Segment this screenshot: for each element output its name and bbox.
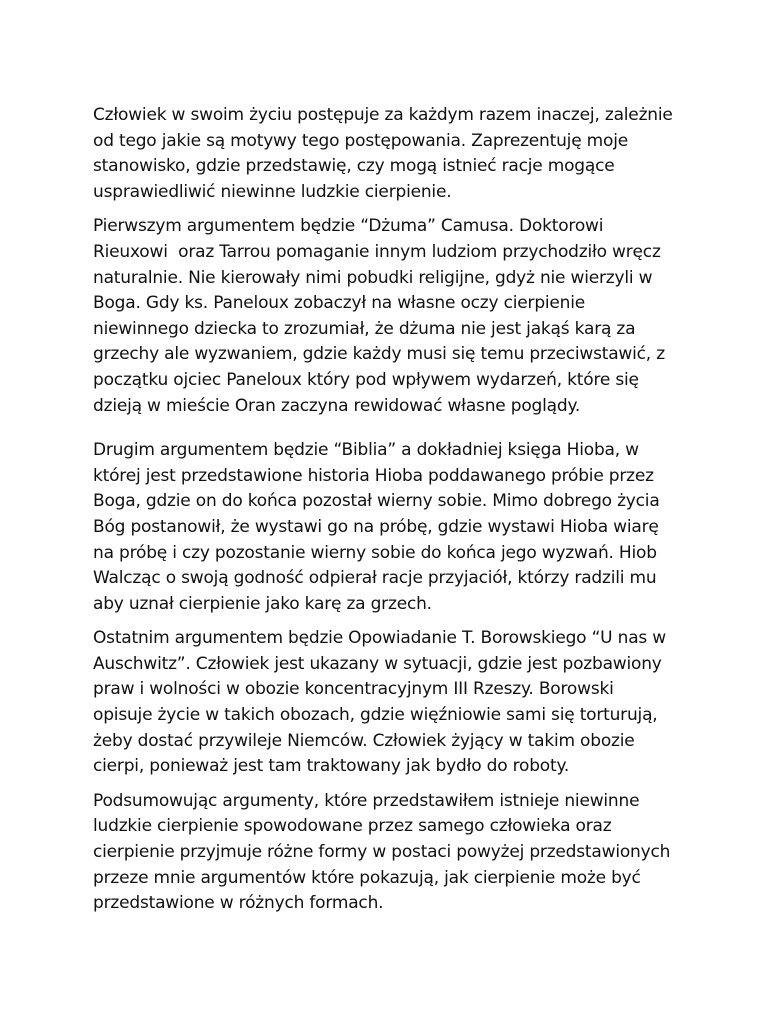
text-line: Człowiek w swoim życiu postępuje za każdym razem inaczej, zależnie bbox=[93, 105, 673, 125]
paragraph-argument-1 bbox=[93, 214, 685, 419]
text-line: Walcząc o swoją godność odpierał racje przyjaciół, którzy radzili mu bbox=[93, 568, 657, 589]
text-line: Boga. Gdy ks. Paneloux zobaczył na własne oczy cierpienie bbox=[93, 293, 586, 314]
text-line: żeby dostać przywileje Niemców. Człowiek żyjący w takim obozie bbox=[93, 730, 635, 751]
paragraph-argument-2 bbox=[93, 438, 685, 617]
text-line: stanowisko, gdzie przedstawię, czy mogą istnieć racje mogące bbox=[93, 156, 615, 177]
paragraph-conclusion bbox=[93, 789, 685, 917]
text-line: aby uznał cierpienie jako karę za grzech. bbox=[93, 593, 432, 614]
text-line: Auschwitz”. Człowiek jest ukazany w sytuacji, gdzie jest pozbawiony bbox=[93, 653, 662, 674]
text-line: przedstawione w różnych formach. bbox=[93, 893, 384, 914]
text-line: dzieją w mieście Oran zaczyna rewidować własne poglądy. bbox=[93, 395, 581, 416]
text-line: na próbę i czy pozostanie wierny sobie do końca jego wyzwań. Hiob bbox=[93, 542, 657, 563]
text-line: Ostatnim argumentem będzie Opowiadanie T. Borowskiego “U nas w bbox=[93, 628, 666, 649]
document-body bbox=[93, 103, 685, 926]
text-line: niewinnego dziecka to zrozumiał, że dżuma nie jest jakąś karą za bbox=[93, 318, 636, 339]
text-line: praw i wolności w obozie koncentracyjnym III Rzeszy. Borowski bbox=[93, 679, 614, 700]
paragraph-argument-3 bbox=[93, 626, 685, 780]
text-line: grzechy ale wyzwaniem, gdzie każdy musi się temu przeciwstawić, z bbox=[93, 344, 665, 365]
paragraph-introduction bbox=[93, 103, 685, 205]
text-line: Bóg postanowił, że wystawi go na próbę, gdzie wystawi Hioba wiarę bbox=[93, 516, 659, 537]
text-line: ludzkie cierpienie spowodowane przez samego człowieka oraz bbox=[93, 816, 612, 837]
text-line: od tego jakie są motywy tego postępowania. Zaprezentuję moje bbox=[93, 130, 629, 151]
text-line: usprawiedliwić niewinne ludzkie cierpienie. bbox=[93, 181, 452, 202]
text-line: Podsumowując argumenty, które przedstawiłem istnieje niewinne bbox=[93, 790, 640, 811]
text-line: Rieuxowi oraz Tarrou pomaganie innym ludziom przychodziło wręcz bbox=[93, 241, 661, 262]
text-line: naturalnie. Nie kierowały nimi pobudki religijne, gdyż nie wierzyli w bbox=[93, 267, 653, 288]
text-line: początku ojciec Paneloux który pod wpływem wydarzeń, które się bbox=[93, 369, 639, 390]
text-line: cierpi, ponieważ jest tam traktowany jak bydło do roboty. bbox=[93, 756, 570, 777]
text-line: Boga, gdzie on do końca pozostał wierny sobie. Mimo dobrego życia bbox=[93, 491, 660, 512]
text-line: Pierwszym argumentem będzie “Dżuma” Camusa. Doktorowi bbox=[93, 216, 604, 237]
text-line: opisuje życie w takich obozach, gdzie więźniowie sami się torturują, bbox=[93, 705, 658, 726]
text-line: Drugim argumentem będzie “Biblia” a dokładniej księga Hioba, w bbox=[93, 440, 639, 461]
text-line: przeze mnie argumentów które pokazują, jak cierpienie może być bbox=[93, 867, 641, 888]
text-line: cierpienie przyjmuje różne formy w postaci powyżej przedstawionych bbox=[93, 842, 671, 863]
text-line: której jest przedstawione historia Hioba poddawanego próbie przez bbox=[93, 465, 654, 486]
